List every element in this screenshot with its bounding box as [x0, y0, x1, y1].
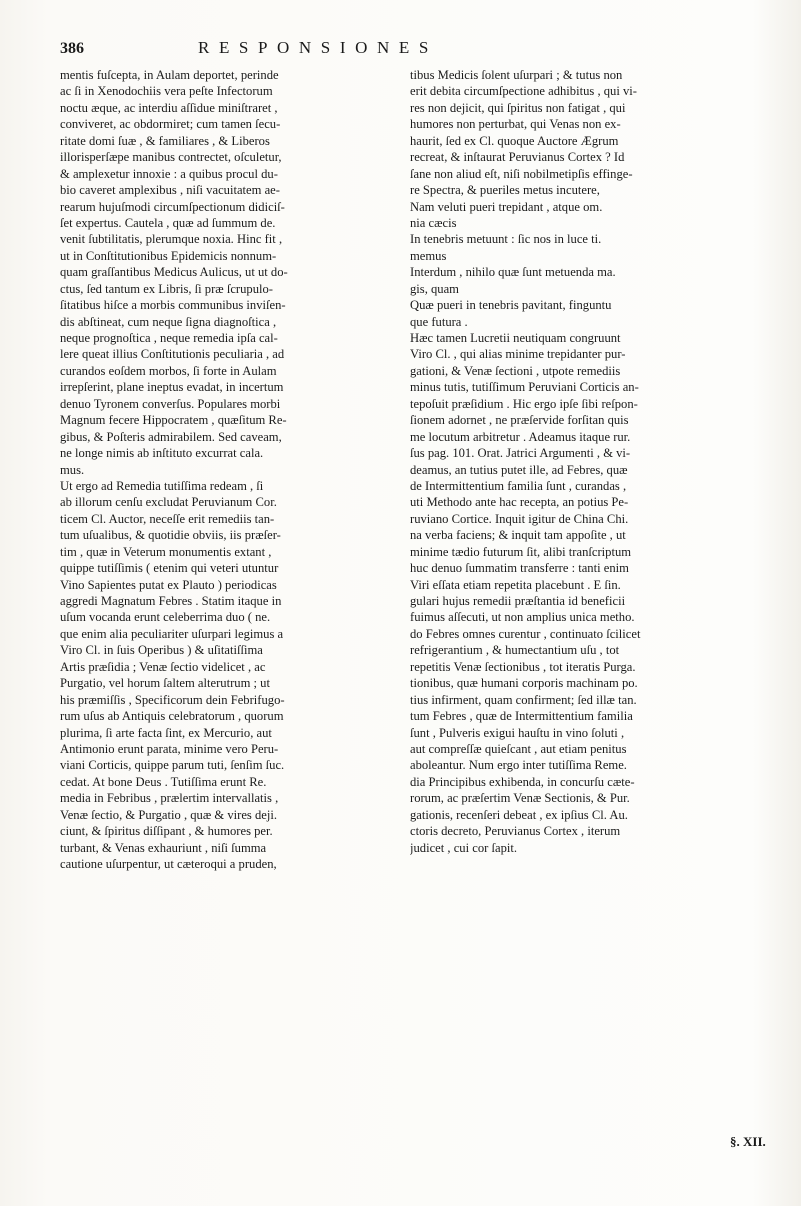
text-line: ab illorum cenſu excludat Peruvianum Cor. — [60, 495, 277, 510]
text-line: Viri eſſata etiam repetita placebunt . E ſin. — [410, 577, 621, 592]
text-line: gis, quam — [410, 281, 459, 296]
text-line: na verba faciens; & inquit tam appoſite , ut — [410, 528, 626, 543]
text-line: turbant, & Venas exhauriunt , niſi ſumma — [60, 840, 267, 855]
text-line: fuimus aſſecuti, ut non amplius unica metho. — [410, 610, 635, 625]
text-line: viani Corticis, quippe parum tuti, ſenſim ſuc. — [60, 758, 285, 773]
text-line: minime tædio futurum ſit, alibi tranſcriptum — [410, 544, 632, 559]
text-line: noctu æque, ac interdiu aſſidue miniſtraret , — [60, 100, 278, 115]
text-line: illorisperſæpe manibus contrectet, oſculetur, — [60, 150, 282, 165]
text-line: cautione uſurpentur, ut cæteroqui a pruden, — [60, 857, 277, 871]
text-line: ſane non aliud eſt, niſi nobilmetipſis effinge- — [410, 166, 633, 181]
text-line: humores non perturbat, qui Venas non ex- — [410, 117, 621, 132]
catchword: §. XII. — [730, 1134, 766, 1149]
text-line: mus. — [60, 462, 85, 477]
text-line: Interdum , nihilo quæ ſunt metuenda ma. — [410, 265, 616, 280]
text-line: Magnum fecere Hippocratem , quæſitum Re- — [60, 413, 287, 428]
text-line: deamus, an tutius putet ille, ad Febres, quæ — [410, 462, 628, 477]
text-line: memus — [410, 248, 447, 263]
text-line: refrigerantium , & humectantium uſu , tot — [410, 643, 620, 658]
page-header — [60, 38, 780, 68]
text-line: do Febres omnes curentur , continuato ſcilicet — [410, 626, 641, 641]
text-line: tum uſualibus, & quotidie obviis, iis præſer- — [60, 528, 281, 543]
text-line: huc denuo ſummatim transferre : tanti enim — [410, 561, 629, 576]
text-line: curandos eoſdem morbos, ſi forte in Aulam — [60, 363, 277, 378]
text-line: dis abſtineat, cum neque ſigna diagnoſtica , — [60, 314, 277, 329]
left-text-column — [60, 67, 406, 872]
text-line: uti Methodo ante hac recepta, an potius Pe- — [410, 495, 629, 510]
text-line: ciunt, & ſpiritus diſſipant , & humores per. — [60, 824, 273, 839]
text-line: ſus pag. 101. Orat. Jatrici Argumenti , & vi- — [410, 446, 631, 461]
text-line: Quæ pueri in tenebris pavitant, finguntu — [410, 298, 612, 313]
text-line: ſunt , Pulveris exigui hauſtu in vino ſoluti , — [410, 725, 625, 740]
text-line: tionibus, quæ humani corporis machinam po. — [410, 676, 638, 691]
text-line: ctoris decreto, Peruvianus Cortex , iterum — [410, 824, 621, 839]
text-line: recreat, & inſtaurat Peruvianus Cortex ? Id — [410, 150, 625, 165]
text-line: bio caveret amplexibus , niſi vacuitatem ae- — [60, 183, 280, 198]
text-line: minus tutis, tutiſſimum Peruviani Corticis an- — [410, 380, 639, 395]
text-line: quam graſſantibus Medicus Aulicus, ut ut do- — [60, 265, 288, 280]
text-line: Viro Cl. , qui alias minime trepidanter pur- — [410, 347, 626, 362]
text-line: tibus Medicis ſolent uſurpari ; & tutus non — [410, 68, 623, 82]
text-line: his præmiſſis , Specificorum dein Febrifugo- — [60, 692, 285, 707]
text-line: ſitatibus hiſce a morbis communibus inviſen- — [60, 298, 286, 313]
text-line: ne longe nimis ab inſtituto excurrat cala. — [60, 446, 264, 461]
text-line: re Spectra, & pueriles metus incutere, — [410, 183, 600, 198]
text-line: ritate domi ſuæ , & familiares , & Liberos — [60, 133, 270, 148]
page-number: 386 — [60, 40, 84, 57]
text-line: Purgatio, vel horum ſaltem alterutrum ; ut — [60, 676, 270, 691]
running-title: RESPONSIONES — [198, 38, 438, 57]
text-line: de Intermittentium familia ſunt , curandas , — [410, 478, 627, 493]
text-line: Venæ ſectio, & Purgatio , quæ & vires deji. — [60, 807, 277, 822]
text-line: Antimonio erunt parata, minime vero Peru- — [60, 741, 279, 756]
text-line: media in Febribus , prælertim intervallatis , — [60, 791, 279, 806]
text-line: ut in Conſtitutionibus Epidemicis nonnum- — [60, 248, 277, 263]
text-line: me locutum arbitretur . Adeamus itaque rur. — [410, 429, 631, 444]
text-line: tepoſuit præſidium . Hic ergo ipſe ſibi reſpon- — [410, 396, 638, 411]
text-line: nia cæcis — [410, 215, 457, 230]
text-line: venit ſubtilitatis, plerumque noxia. Hinc fit , — [60, 232, 283, 247]
text-line: ſionem adornet , ne præſervide forſitan quis — [410, 413, 629, 428]
text-line: gationis, recenſeri debeat , ex ipſius Cl. Au. — [410, 807, 628, 822]
text-line: ac ſi in Xenodochiis vera peſte Infectorum — [60, 84, 273, 99]
text-line: tim , quæ in Veterum monumentis extant , — [60, 544, 272, 559]
text-line: neque prognoſtica , neque remedia ipſa cal- — [60, 331, 278, 345]
text-line: Artis præſidia ; Venæ ſectio videlicet , ac — [60, 659, 266, 674]
text-line: mentis fuſcepta, in Aulam deportet, perinde — [60, 68, 279, 82]
text-line: In tenebris metuunt : ſic nos in luce ti. — [410, 232, 602, 247]
text-line: irrepſerint, plane ineptus evadat, in incertum — [60, 380, 284, 395]
text-line: tius infirment, quam confirment; ſed illæ tan. — [410, 692, 637, 707]
text-line: uſum vocanda erunt celeberrima duo ( ne. — [60, 610, 271, 625]
right-text-column — [410, 67, 756, 856]
text-line: dia Principibus exhibenda, in concurſu cæte- — [410, 774, 635, 789]
text-line: repetitis Venæ ſectionibus , tot iteratis Purga. — [410, 659, 636, 674]
text-line: Hæc tamen Lucretii neutiquam congruunt — [410, 331, 621, 345]
text-line: denuo Tyronem converſus. Populares morbi — [60, 396, 281, 411]
text-line: Viro Cl. in ſuis Operibus ) & uſitatiſſima — [60, 643, 263, 658]
text-line: quippe tutiſſimis ( etenim qui veteri utuntur — [60, 561, 279, 576]
text-line: gationi, & Venæ ſectioni , utpote remediis — [410, 363, 621, 378]
text-line: rum uſus ab Antiquis celebratorum , quorum — [60, 709, 284, 724]
text-line: haurit, ſed ex Cl. quoque Auctore Ægrum — [410, 133, 619, 148]
text-line: Nam veluti pueri trepidant , atque om. — [410, 199, 603, 214]
text-line: gibus, & Poſteris admirabilem. Sed caveam, — [60, 429, 282, 444]
text-line: gulari hujus remedii præſtantia id beneficii — [410, 594, 626, 608]
text-line: ticem Cl. Auctor, neceſſe erit remediis tan- — [60, 511, 275, 526]
text-line: ruviano Cortice. Inquit igitur de China Chi. — [410, 511, 629, 526]
text-line: ſet expertus. Cautela , quæ ad ſummum de. — [60, 215, 276, 230]
text-line: judicet , cui cor ſapit. — [410, 840, 518, 855]
text-line: erit debita circumſpectione adhibitus , qui vi- — [410, 84, 637, 99]
text-line: que enim alia peculiariter uſurpari legimus a — [60, 626, 284, 641]
text-line: aggredi Magnatum Febres . Statim itaque in — [60, 594, 282, 608]
text-line: Vino Sapientes putat ex Plauto ) periodicas — [60, 577, 277, 592]
text-line: res non dejicit, qui ſpiritus non fatigat , qui — [410, 100, 626, 115]
text-line: ctus, ſed tantum ex Libris, ſi præ ſcrupulo- — [60, 281, 274, 296]
text-line: plurima, ſi arte facta ſint, ex Mercurio, aut — [60, 725, 272, 740]
text-line: & amplexetur innoxie : a quibus procul du- — [60, 166, 278, 181]
text-line: aut compreſſæ quieſcant , aut etiam penitus — [410, 741, 627, 756]
text-line: que futura . — [410, 314, 468, 329]
text-line: rearum hujuſmodi circumſpectionum didiciſ- — [60, 199, 285, 214]
text-line: rorum, ac præſertim Venæ Sectionis, & Pur. — [410, 791, 630, 806]
text-line: tum Febres , quæ de Intermittentium familia — [410, 709, 633, 724]
text-line: lere queat illius Conſtitutionis peculiaria , ad — [60, 347, 285, 362]
text-line: conviveret, ac obdormiret; cum tamen ſecu- — [60, 117, 281, 132]
text-line: cedat. At bone Deus . Tutiſſima erunt Re. — [60, 774, 267, 789]
text-line: Ut ergo ad Remedia tutiſſima redeam , ſi — [60, 478, 264, 493]
text-line: aboleantur. Num ergo inter tutiſſima Reme. — [410, 758, 627, 773]
